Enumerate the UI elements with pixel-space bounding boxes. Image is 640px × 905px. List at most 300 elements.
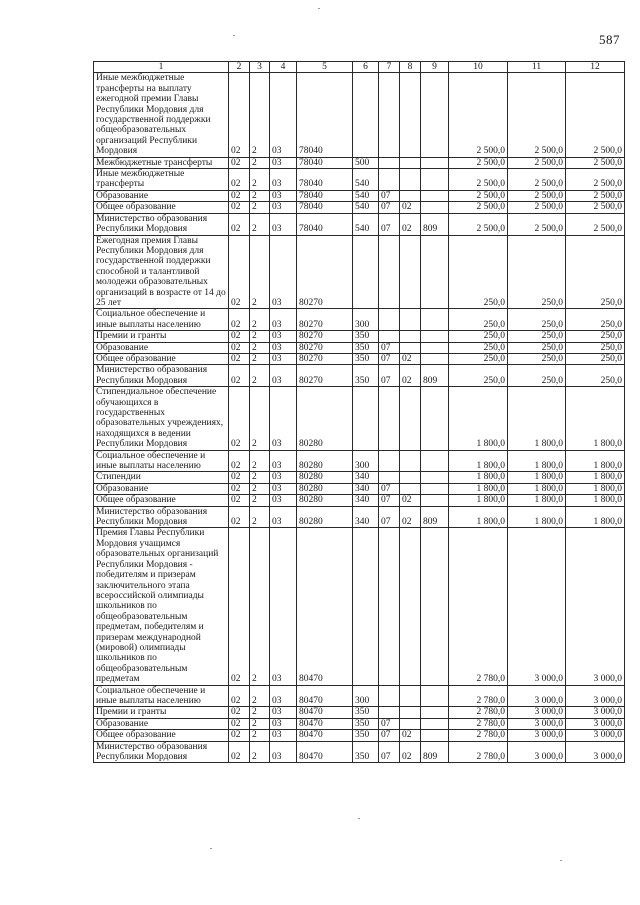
code-cell: 02: [400, 741, 421, 763]
amount-cell: 2 500,0: [566, 73, 625, 157]
code-cell: [400, 707, 421, 718]
amount-cell: 1 800,0: [566, 495, 625, 506]
code-cell: [400, 718, 421, 729]
column-header: 10: [449, 62, 508, 73]
code-cell: 340: [353, 495, 379, 506]
code-cell: [353, 73, 379, 157]
table-row: [94, 730, 625, 741]
amount-cell: 2 500,0: [449, 202, 508, 213]
code-cell: 02: [400, 202, 421, 213]
table-row: [94, 495, 625, 506]
code-cell: 809: [421, 213, 449, 235]
code-cell: 2: [250, 342, 270, 353]
scan-speck: [210, 848, 212, 849]
table-row: [94, 235, 625, 309]
code-cell: 350: [353, 707, 379, 718]
amount-cell: 3 000,0: [508, 730, 566, 741]
amount-cell: 250,0: [449, 353, 508, 364]
code-cell: [421, 169, 449, 191]
amount-cell: 2 500,0: [566, 157, 625, 168]
code-cell: [400, 235, 421, 309]
code-cell: 2: [250, 213, 270, 235]
scan-speck: [318, 8, 320, 9]
code-cell: 540: [353, 202, 379, 213]
code-cell: 02: [229, 73, 250, 157]
code-cell: 07: [379, 730, 400, 741]
code-cell: 78040: [297, 157, 353, 168]
code-cell: 540: [353, 169, 379, 191]
column-header: 7: [379, 62, 400, 73]
code-cell: 02: [229, 309, 250, 331]
code-cell: [379, 331, 400, 342]
code-cell: 03: [270, 190, 297, 201]
code-cell: [400, 483, 421, 494]
column-header: 2: [229, 62, 250, 73]
code-cell: 80270: [297, 235, 353, 309]
code-cell: [421, 685, 449, 707]
code-cell: [421, 718, 449, 729]
amount-cell: 3 000,0: [566, 730, 625, 741]
code-cell: 03: [270, 472, 297, 483]
amount-cell: 1 800,0: [449, 506, 508, 528]
code-cell: [353, 528, 379, 685]
code-cell: 03: [270, 495, 297, 506]
amount-cell: 1 800,0: [449, 472, 508, 483]
code-cell: 80270: [297, 342, 353, 353]
code-cell: [379, 450, 400, 472]
item-name: Общее образование: [94, 495, 229, 506]
budget-table: [93, 61, 625, 763]
code-cell: [421, 483, 449, 494]
code-cell: [400, 157, 421, 168]
table-row: [94, 718, 625, 729]
amount-cell: 250,0: [566, 309, 625, 331]
amount-cell: 250,0: [449, 235, 508, 309]
code-cell: [379, 157, 400, 168]
amount-cell: 1 800,0: [566, 387, 625, 450]
amount-cell: 1 800,0: [508, 495, 566, 506]
item-name: Премии и гранты: [94, 707, 229, 718]
item-name: Министерство образования Республики Мордовия: [94, 741, 229, 763]
code-cell: 02: [400, 213, 421, 235]
item-name: Образование: [94, 718, 229, 729]
amount-cell: 1 800,0: [566, 450, 625, 472]
code-cell: 300: [353, 309, 379, 331]
code-cell: 02: [400, 495, 421, 506]
code-cell: [421, 342, 449, 353]
code-cell: 80270: [297, 331, 353, 342]
code-cell: 500: [353, 157, 379, 168]
code-cell: 80280: [297, 506, 353, 528]
code-cell: [379, 73, 400, 157]
code-cell: [379, 169, 400, 191]
amount-cell: 1 800,0: [508, 387, 566, 450]
code-cell: 350: [353, 342, 379, 353]
amount-cell: 3 000,0: [566, 528, 625, 685]
amount-cell: 1 800,0: [566, 506, 625, 528]
table-header-row: [94, 62, 625, 73]
code-cell: 540: [353, 213, 379, 235]
amount-cell: 250,0: [508, 342, 566, 353]
code-cell: [379, 387, 400, 450]
amount-cell: 2 500,0: [508, 190, 566, 201]
amount-cell: 250,0: [508, 331, 566, 342]
item-name: Министерство образования Республики Мордовия: [94, 506, 229, 528]
code-cell: [421, 353, 449, 364]
amount-cell: 3 000,0: [508, 707, 566, 718]
code-cell: 02: [229, 506, 250, 528]
amount-cell: 3 000,0: [508, 718, 566, 729]
column-header: 9: [421, 62, 449, 73]
item-name: Социальное обеспечение и иные выплаты населению: [94, 309, 229, 331]
code-cell: 80470: [297, 707, 353, 718]
code-cell: 03: [270, 202, 297, 213]
table-row: [94, 213, 625, 235]
code-cell: 02: [229, 472, 250, 483]
code-cell: 80470: [297, 718, 353, 729]
code-cell: 80280: [297, 450, 353, 472]
table-row: [94, 157, 625, 168]
code-cell: 02: [229, 685, 250, 707]
code-cell: 80280: [297, 387, 353, 450]
code-cell: [421, 472, 449, 483]
table-row: [94, 707, 625, 718]
code-cell: 02: [229, 213, 250, 235]
table-row: [94, 169, 625, 191]
code-cell: 2: [250, 73, 270, 157]
code-cell: 07: [379, 718, 400, 729]
table-row: [94, 685, 625, 707]
code-cell: 80270: [297, 309, 353, 331]
code-cell: [379, 707, 400, 718]
code-cell: 350: [353, 331, 379, 342]
amount-cell: 250,0: [508, 235, 566, 309]
item-name: Ежегодная премия Главы Республики Мордовия для государственной поддержки способной и талантливой молодежи образовательных организаций в возрасте от 14 до 25 лет: [94, 235, 229, 309]
table-row: [94, 73, 625, 157]
code-cell: 02: [229, 483, 250, 494]
code-cell: 02: [229, 730, 250, 741]
code-cell: 80470: [297, 741, 353, 763]
table-row: [94, 387, 625, 450]
code-cell: 02: [229, 235, 250, 309]
code-cell: 80470: [297, 685, 353, 707]
code-cell: 02: [400, 506, 421, 528]
code-cell: 2: [250, 157, 270, 168]
code-cell: 2: [250, 685, 270, 707]
code-cell: [421, 331, 449, 342]
item-name: Министерство образования Республики Мордовия: [94, 213, 229, 235]
table-row: [94, 190, 625, 201]
table-row: [94, 365, 625, 387]
table-row: [94, 506, 625, 528]
code-cell: [400, 472, 421, 483]
code-cell: 02: [229, 353, 250, 364]
code-cell: 03: [270, 483, 297, 494]
code-cell: 03: [270, 353, 297, 364]
code-cell: 350: [353, 741, 379, 763]
amount-cell: 2 500,0: [508, 73, 566, 157]
item-name: Социальное обеспечение и иные выплаты населению: [94, 450, 229, 472]
code-cell: [400, 169, 421, 191]
code-cell: 340: [353, 483, 379, 494]
code-cell: [379, 235, 400, 309]
item-name: Иные межбюджетные трансферты на выплату ежегодной премии Главы Республики Мордовия для государственной поддержки общеобразовательных организаций Республики Мордовия: [94, 73, 229, 157]
amount-cell: 250,0: [449, 365, 508, 387]
code-cell: 02: [229, 450, 250, 472]
code-cell: 02: [400, 353, 421, 364]
amount-cell: 2 500,0: [566, 169, 625, 191]
code-cell: [421, 309, 449, 331]
amount-cell: 1 800,0: [449, 495, 508, 506]
code-cell: 03: [270, 707, 297, 718]
code-cell: 809: [421, 741, 449, 763]
code-cell: [400, 528, 421, 685]
code-cell: 80280: [297, 472, 353, 483]
code-cell: 2: [250, 353, 270, 364]
item-name: Образование: [94, 190, 229, 201]
code-cell: 02: [229, 741, 250, 763]
code-cell: 2: [250, 718, 270, 729]
amount-cell: 3 000,0: [566, 741, 625, 763]
amount-cell: 2 500,0: [566, 202, 625, 213]
code-cell: 03: [270, 169, 297, 191]
code-cell: 02: [229, 331, 250, 342]
code-cell: [400, 309, 421, 331]
item-name: Стипендии: [94, 472, 229, 483]
table-row: [94, 202, 625, 213]
code-cell: 340: [353, 472, 379, 483]
code-cell: 2: [250, 528, 270, 685]
code-cell: 340: [353, 506, 379, 528]
amount-cell: 1 800,0: [449, 387, 508, 450]
code-cell: 03: [270, 450, 297, 472]
code-cell: 80470: [297, 730, 353, 741]
amount-cell: 1 800,0: [508, 483, 566, 494]
code-cell: 02: [229, 718, 250, 729]
amount-cell: 2 500,0: [449, 213, 508, 235]
code-cell: 2: [250, 495, 270, 506]
amount-cell: 3 000,0: [508, 685, 566, 707]
code-cell: [400, 685, 421, 707]
code-cell: 78040: [297, 190, 353, 201]
amount-cell: 2 500,0: [566, 190, 625, 201]
code-cell: 2: [250, 331, 270, 342]
code-cell: [421, 450, 449, 472]
code-cell: 80270: [297, 365, 353, 387]
code-cell: [379, 472, 400, 483]
code-cell: [421, 73, 449, 157]
code-cell: [421, 495, 449, 506]
code-cell: 2: [250, 387, 270, 450]
amount-cell: 250,0: [508, 353, 566, 364]
code-cell: [400, 342, 421, 353]
code-cell: 02: [229, 342, 250, 353]
item-name: Межбюджетные трансферты: [94, 157, 229, 168]
code-cell: 02: [229, 190, 250, 201]
amount-cell: 2 500,0: [449, 190, 508, 201]
item-name: Иные межбюджетные трансферты: [94, 169, 229, 191]
column-header: 4: [270, 62, 297, 73]
table-row: [94, 741, 625, 763]
code-cell: [379, 685, 400, 707]
item-name: Премия Главы Республики Мордовия учащимся образовательных организаций Республики Мордовия - победителям и призерам заключительного этапа всероссийской олимпиады школьников по общеобразовательным предметам, победителям и призерам международной (мировой) олимпиады школьников по общеобразовательным предметам: [94, 528, 229, 685]
code-cell: 80280: [297, 483, 353, 494]
code-cell: [400, 73, 421, 157]
amount-cell: 3 000,0: [566, 718, 625, 729]
scan-speck: [560, 860, 562, 861]
code-cell: [400, 387, 421, 450]
code-cell: [353, 235, 379, 309]
code-cell: [400, 450, 421, 472]
table-row: [94, 353, 625, 364]
code-cell: 2: [250, 472, 270, 483]
code-cell: 78040: [297, 202, 353, 213]
code-cell: 02: [229, 495, 250, 506]
table-body: [94, 73, 625, 763]
amount-cell: 1 800,0: [566, 483, 625, 494]
code-cell: 2: [250, 741, 270, 763]
item-name: Стипендиальное обеспечение обучающихся в государственных образовательных учреждениях, находящихся в ведении Республики Мордовия: [94, 387, 229, 450]
code-cell: 2: [250, 365, 270, 387]
code-cell: [421, 190, 449, 201]
code-cell: 03: [270, 387, 297, 450]
code-cell: 07: [379, 342, 400, 353]
amount-cell: 2 780,0: [449, 528, 508, 685]
code-cell: 03: [270, 73, 297, 157]
code-cell: 300: [353, 450, 379, 472]
amount-cell: 2 500,0: [449, 73, 508, 157]
code-cell: 03: [270, 309, 297, 331]
code-cell: 2: [250, 235, 270, 309]
amount-cell: 1 800,0: [566, 472, 625, 483]
code-cell: 2: [250, 483, 270, 494]
amount-cell: 2 780,0: [449, 730, 508, 741]
code-cell: 03: [270, 730, 297, 741]
code-cell: [400, 190, 421, 201]
code-cell: 03: [270, 506, 297, 528]
code-cell: 03: [270, 235, 297, 309]
amount-cell: 250,0: [449, 309, 508, 331]
item-name: Социальное обеспечение и иные выплаты населению: [94, 685, 229, 707]
code-cell: 03: [270, 685, 297, 707]
code-cell: 07: [379, 190, 400, 201]
amount-cell: 2 780,0: [449, 707, 508, 718]
amount-cell: 250,0: [566, 331, 625, 342]
amount-cell: 1 800,0: [449, 450, 508, 472]
code-cell: 03: [270, 365, 297, 387]
code-cell: 80470: [297, 528, 353, 685]
code-cell: 03: [270, 213, 297, 235]
code-cell: 80280: [297, 495, 353, 506]
code-cell: 78040: [297, 213, 353, 235]
code-cell: 07: [379, 353, 400, 364]
amount-cell: 3 000,0: [566, 707, 625, 718]
code-cell: 02: [400, 365, 421, 387]
amount-cell: 3 000,0: [566, 685, 625, 707]
amount-cell: 2 500,0: [508, 202, 566, 213]
amount-cell: 250,0: [449, 331, 508, 342]
code-cell: [379, 528, 400, 685]
code-cell: 2: [250, 506, 270, 528]
item-name: Общее образование: [94, 353, 229, 364]
table-row: [94, 342, 625, 353]
amount-cell: 2 500,0: [508, 169, 566, 191]
code-cell: 300: [353, 685, 379, 707]
code-cell: 350: [353, 365, 379, 387]
item-name: Общее образование: [94, 202, 229, 213]
code-cell: [421, 730, 449, 741]
code-cell: 2: [250, 202, 270, 213]
code-cell: 07: [379, 213, 400, 235]
scan-speck: [233, 35, 235, 36]
item-name: Министерство образования Республики Мордовия: [94, 365, 229, 387]
column-header: 3: [250, 62, 270, 73]
amount-cell: 1 800,0: [508, 506, 566, 528]
code-cell: 02: [229, 202, 250, 213]
amount-cell: 250,0: [508, 309, 566, 331]
code-cell: 07: [379, 506, 400, 528]
scan-speck: [358, 818, 360, 819]
code-cell: 2: [250, 190, 270, 201]
amount-cell: 250,0: [508, 365, 566, 387]
amount-cell: 2 500,0: [566, 213, 625, 235]
amount-cell: 3 000,0: [508, 528, 566, 685]
code-cell: 809: [421, 506, 449, 528]
item-name: Образование: [94, 483, 229, 494]
code-cell: [421, 387, 449, 450]
code-cell: 809: [421, 365, 449, 387]
code-cell: 80270: [297, 353, 353, 364]
code-cell: 350: [353, 353, 379, 364]
code-cell: 540: [353, 190, 379, 201]
column-header: 8: [400, 62, 421, 73]
code-cell: 02: [229, 169, 250, 191]
code-cell: 350: [353, 718, 379, 729]
code-cell: 03: [270, 741, 297, 763]
code-cell: 03: [270, 331, 297, 342]
code-cell: 2: [250, 450, 270, 472]
code-cell: [400, 331, 421, 342]
item-name: Образование: [94, 342, 229, 353]
code-cell: [421, 528, 449, 685]
amount-cell: 250,0: [566, 342, 625, 353]
amount-cell: 2 780,0: [449, 718, 508, 729]
code-cell: 78040: [297, 73, 353, 157]
code-cell: 02: [229, 707, 250, 718]
code-cell: [379, 309, 400, 331]
code-cell: 07: [379, 495, 400, 506]
item-name: Премии и гранты: [94, 331, 229, 342]
code-cell: 02: [400, 730, 421, 741]
amount-cell: 1 800,0: [449, 483, 508, 494]
code-cell: 07: [379, 365, 400, 387]
code-cell: 07: [379, 741, 400, 763]
amount-cell: 250,0: [449, 342, 508, 353]
code-cell: 03: [270, 342, 297, 353]
column-header: 6: [353, 62, 379, 73]
code-cell: 02: [229, 157, 250, 168]
table-row: [94, 331, 625, 342]
code-cell: 03: [270, 157, 297, 168]
column-header: 11: [508, 62, 566, 73]
code-cell: 07: [379, 202, 400, 213]
amount-cell: 2 500,0: [449, 169, 508, 191]
code-cell: [421, 157, 449, 168]
column-header: 12: [566, 62, 625, 73]
code-cell: [421, 707, 449, 718]
code-cell: 07: [379, 483, 400, 494]
code-cell: 02: [229, 365, 250, 387]
